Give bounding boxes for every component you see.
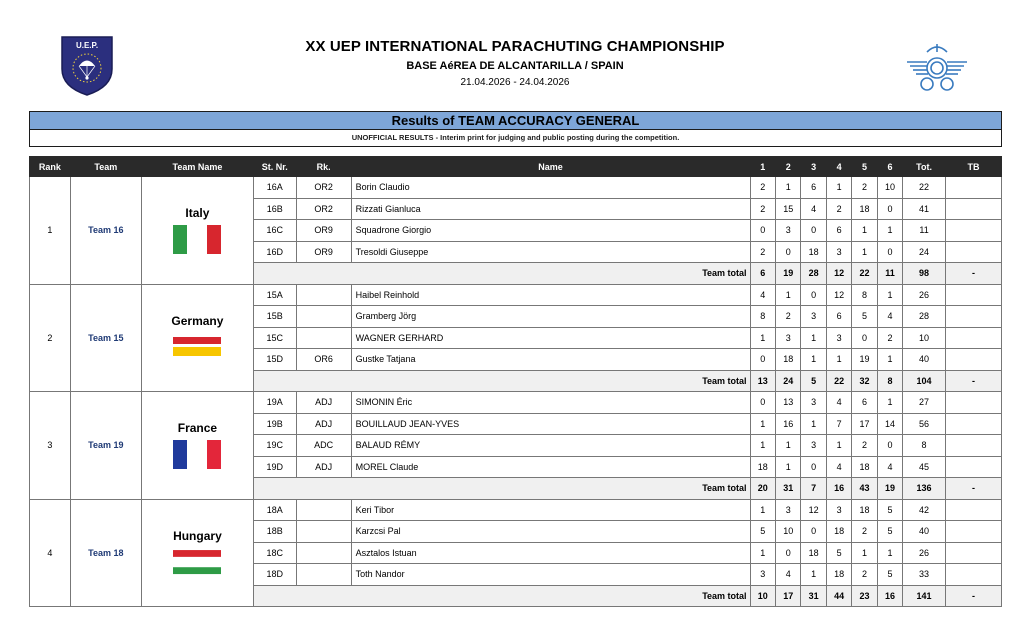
round-score: 3 [801, 435, 826, 457]
rank-code: OR6 [296, 349, 351, 371]
round-score: 2 [750, 177, 775, 199]
team-round-total: 10 [750, 585, 775, 607]
round-score: 18 [801, 542, 826, 564]
team-round-total: 5 [801, 370, 826, 392]
round-score: 1 [775, 435, 800, 457]
round-score: 4 [826, 392, 851, 414]
tb-cell [945, 220, 1001, 242]
round-score: 8 [852, 284, 877, 306]
team-round-total: 13 [750, 370, 775, 392]
col-header: Rank [30, 157, 71, 177]
tb-cell [945, 564, 1001, 586]
team-grand-total: 136 [903, 478, 946, 500]
start-number: 18D [253, 564, 296, 586]
country-name: France [177, 421, 218, 436]
start-number: 18B [253, 521, 296, 543]
tb-cell [945, 198, 1001, 220]
team-round-total: 16 [826, 478, 851, 500]
round-score: 10 [775, 521, 800, 543]
team-round-total: 23 [852, 585, 877, 607]
round-score: 1 [877, 220, 902, 242]
round-score: 1 [826, 435, 851, 457]
team-name-cell [141, 284, 253, 392]
round-score: 1 [775, 456, 800, 478]
start-number: 19C [253, 435, 296, 457]
round-score: 1 [750, 499, 775, 521]
unofficial-note: UNOFFICIAL RESULTS - Interim print for judging and public posting during the competition. [29, 130, 1002, 147]
round-score: 1 [801, 413, 826, 435]
team-name-cell [141, 392, 253, 500]
round-score: 1 [750, 435, 775, 457]
start-number: 16C [253, 220, 296, 242]
flag-france-icon [173, 440, 221, 469]
rank-code: ADJ [296, 392, 351, 414]
team-grand-total: 104 [903, 370, 946, 392]
team-grand-total: 98 [903, 263, 946, 285]
competitor-name: Borin Claudio [351, 177, 750, 199]
tie-break: - [945, 263, 1001, 285]
rank-code [296, 327, 351, 349]
round-score: 14 [877, 413, 902, 435]
team-round-total: 8 [877, 370, 902, 392]
country-name: Germany [171, 313, 224, 328]
round-score: 6 [826, 306, 851, 328]
competitor-name: BALAUD RÉMY [351, 435, 750, 457]
results-banner: Results of TEAM ACCURACY GENERAL [29, 111, 1002, 130]
round-score: 18 [750, 456, 775, 478]
start-number: 15C [253, 327, 296, 349]
competitor-name: Haibel Reinhold [351, 284, 750, 306]
flag-italy-icon [173, 225, 221, 254]
round-score: 18 [852, 456, 877, 478]
col-header: 2 [775, 157, 800, 177]
round-score: 2 [852, 435, 877, 457]
round-score: 2 [852, 177, 877, 199]
round-score: 1 [801, 349, 826, 371]
tb-cell [945, 499, 1001, 521]
round-score: 5 [750, 521, 775, 543]
flag-germany-icon [173, 333, 221, 362]
team-number: Team 19 [70, 392, 141, 500]
round-score: 1 [877, 284, 902, 306]
col-header: 1 [750, 157, 775, 177]
col-header: Team Name [141, 157, 253, 177]
team-round-total: 11 [877, 263, 902, 285]
tie-break: - [945, 585, 1001, 607]
round-score: 0 [775, 241, 800, 263]
team-round-total: 32 [852, 370, 877, 392]
team-round-total: 31 [801, 585, 826, 607]
round-score: 18 [852, 499, 877, 521]
competitor-name: Gustke Tatjana [351, 349, 750, 371]
competitor-name: Keri Tibor [351, 499, 750, 521]
tb-cell [945, 413, 1001, 435]
start-number: 16A [253, 177, 296, 199]
team-round-total: 22 [852, 263, 877, 285]
rank-code: ADJ [296, 413, 351, 435]
round-score: 6 [801, 177, 826, 199]
team-round-total: 28 [801, 263, 826, 285]
round-score: 18 [852, 198, 877, 220]
round-score: 0 [775, 542, 800, 564]
round-score: 3 [775, 327, 800, 349]
total-score: 40 [903, 521, 946, 543]
rank-code: OR9 [296, 241, 351, 263]
round-score: 2 [852, 564, 877, 586]
rank-code [296, 284, 351, 306]
round-score: 1 [750, 327, 775, 349]
round-score: 1 [775, 177, 800, 199]
round-score: 3 [801, 306, 826, 328]
team-round-total: 16 [877, 585, 902, 607]
rank-code: ADJ [296, 456, 351, 478]
round-score: 0 [852, 327, 877, 349]
rank-code [296, 564, 351, 586]
total-score: 45 [903, 456, 946, 478]
team-name-cell [141, 499, 253, 607]
total-score: 42 [903, 499, 946, 521]
round-score: 16 [775, 413, 800, 435]
competitor-name: Toth Nandor [351, 564, 750, 586]
tie-break: - [945, 478, 1001, 500]
team-round-total: 24 [775, 370, 800, 392]
venue: BASE AéREA DE ALCANTARILLA / SPAIN [406, 60, 624, 72]
event-dates: 21.04.2026 - 24.04.2026 [460, 77, 570, 88]
start-number: 16B [253, 198, 296, 220]
start-number: 19A [253, 392, 296, 414]
round-score: 3 [750, 564, 775, 586]
rank-code: OR2 [296, 198, 351, 220]
competitor-name: MOREL Claude [351, 456, 750, 478]
tb-cell [945, 456, 1001, 478]
round-score: 5 [826, 542, 851, 564]
total-score: 41 [903, 198, 946, 220]
round-score: 18 [826, 564, 851, 586]
round-score: 1 [852, 542, 877, 564]
team-total-label: Team total [253, 263, 750, 285]
col-header: 6 [877, 157, 902, 177]
tb-cell [945, 521, 1001, 543]
start-number: 15D [253, 349, 296, 371]
total-score: 8 [903, 435, 946, 457]
round-score: 3 [775, 499, 800, 521]
round-score: 2 [750, 241, 775, 263]
tb-cell [945, 349, 1001, 371]
col-header: TB [945, 157, 1001, 177]
round-score: 18 [826, 521, 851, 543]
tb-cell [945, 241, 1001, 263]
round-score: 0 [877, 241, 902, 263]
round-score: 15 [775, 198, 800, 220]
team-number: Team 16 [70, 177, 141, 285]
col-header: Tot. [903, 157, 946, 177]
round-score: 4 [877, 456, 902, 478]
round-score: 4 [750, 284, 775, 306]
team-round-total: 19 [877, 478, 902, 500]
tb-cell [945, 392, 1001, 414]
round-score: 4 [801, 198, 826, 220]
round-score: 0 [750, 392, 775, 414]
round-score: 0 [750, 349, 775, 371]
round-score: 12 [801, 499, 826, 521]
rank-cell: 2 [30, 284, 71, 392]
total-score: 26 [903, 542, 946, 564]
start-number: 19D [253, 456, 296, 478]
table-row [30, 284, 1002, 306]
team-number: Team 15 [70, 284, 141, 392]
uep-logo-text: U.E.P. [75, 41, 99, 50]
tie-break: - [945, 370, 1001, 392]
rank-cell: 1 [30, 177, 71, 285]
round-score: 0 [801, 456, 826, 478]
round-score: 19 [852, 349, 877, 371]
team-round-total: 12 [826, 263, 851, 285]
round-score: 5 [852, 306, 877, 328]
table-row [30, 392, 1002, 414]
team-total-label: Team total [253, 370, 750, 392]
team-round-total: 22 [826, 370, 851, 392]
rank-code: OR2 [296, 177, 351, 199]
rank-code: OR9 [296, 220, 351, 242]
tb-cell [945, 542, 1001, 564]
team-round-total: 17 [775, 585, 800, 607]
total-score: 33 [903, 564, 946, 586]
tb-cell [945, 306, 1001, 328]
country-name: Italy [185, 206, 210, 221]
round-score: 0 [801, 521, 826, 543]
team-round-total: 43 [852, 478, 877, 500]
round-score: 3 [826, 499, 851, 521]
col-header: St. Nr. [253, 157, 296, 177]
tb-cell [945, 435, 1001, 457]
total-score: 10 [903, 327, 946, 349]
total-score: 26 [903, 284, 946, 306]
round-score: 4 [877, 306, 902, 328]
competitor-name: WAGNER GERHARD [351, 327, 750, 349]
total-score: 28 [903, 306, 946, 328]
round-score: 4 [826, 456, 851, 478]
round-score: 1 [877, 392, 902, 414]
team-total-label: Team total [253, 478, 750, 500]
round-score: 1 [775, 284, 800, 306]
start-number: 15A [253, 284, 296, 306]
round-score: 0 [750, 220, 775, 242]
round-score: 8 [750, 306, 775, 328]
round-score: 13 [775, 392, 800, 414]
competitor-name: Tresoldi Giuseppe [351, 241, 750, 263]
round-score: 1 [826, 349, 851, 371]
tb-cell [945, 284, 1001, 306]
rank-code [296, 306, 351, 328]
competitor-name: BOUILLAUD JEAN-YVES [351, 413, 750, 435]
competitor-name: Squadrone Giorgio [351, 220, 750, 242]
round-score: 10 [877, 177, 902, 199]
team-name-cell [141, 177, 253, 285]
team-round-total: 20 [750, 478, 775, 500]
round-score: 1 [750, 413, 775, 435]
start-number: 16D [253, 241, 296, 263]
competitor-name: Asztalos Istuan [351, 542, 750, 564]
round-score: 3 [775, 220, 800, 242]
rank-code [296, 499, 351, 521]
total-score: 40 [903, 349, 946, 371]
round-score: 1 [852, 241, 877, 263]
rank-cell: 4 [30, 499, 71, 607]
team-round-total: 31 [775, 478, 800, 500]
team-round-total: 19 [775, 263, 800, 285]
round-score: 1 [877, 349, 902, 371]
round-score: 18 [775, 349, 800, 371]
round-score: 0 [801, 284, 826, 306]
start-number: 19B [253, 413, 296, 435]
round-score: 3 [826, 327, 851, 349]
round-score: 18 [801, 241, 826, 263]
round-score: 4 [775, 564, 800, 586]
results-table [29, 156, 1002, 607]
round-score: 5 [877, 499, 902, 521]
competitor-name: SIMONIN Éric [351, 392, 750, 414]
header-row [30, 157, 1002, 177]
round-score: 6 [852, 392, 877, 414]
competitor-name: Rizzati Gianluca [351, 198, 750, 220]
team-round-total: 44 [826, 585, 851, 607]
round-score: 3 [801, 392, 826, 414]
col-header: Team [70, 157, 141, 177]
rank-code: ADC [296, 435, 351, 457]
start-number: 18A [253, 499, 296, 521]
col-header: Rk. [296, 157, 351, 177]
round-score: 1 [801, 327, 826, 349]
col-header: 4 [826, 157, 851, 177]
round-score: 7 [826, 413, 851, 435]
round-score: 5 [877, 521, 902, 543]
table-row [30, 499, 1002, 521]
tb-cell [945, 327, 1001, 349]
page-title: XX UEP INTERNATIONAL PARACHUTING CHAMPIONSHIP [305, 38, 725, 55]
total-score: 11 [903, 220, 946, 242]
round-score: 5 [877, 564, 902, 586]
col-header: 5 [852, 157, 877, 177]
round-score: 2 [877, 327, 902, 349]
round-score: 0 [801, 220, 826, 242]
total-score: 22 [903, 177, 946, 199]
competitor-name: Karzcsi Pal [351, 521, 750, 543]
flag-hungary-icon [173, 548, 221, 577]
round-score: 2 [775, 306, 800, 328]
tb-cell [945, 177, 1001, 199]
start-number: 15B [253, 306, 296, 328]
round-score: 12 [826, 284, 851, 306]
round-score: 1 [801, 564, 826, 586]
rank-cell: 3 [30, 392, 71, 500]
rank-code [296, 521, 351, 543]
round-score: 2 [852, 521, 877, 543]
round-score: 0 [877, 198, 902, 220]
round-score: 6 [826, 220, 851, 242]
total-score: 24 [903, 241, 946, 263]
team-round-total: 6 [750, 263, 775, 285]
col-header: Name [351, 157, 750, 177]
round-score: 1 [877, 542, 902, 564]
competitor-name: Gramberg Jörg [351, 306, 750, 328]
table-row [30, 177, 1002, 199]
team-grand-total: 141 [903, 585, 946, 607]
round-score: 1 [750, 542, 775, 564]
total-score: 56 [903, 413, 946, 435]
round-score: 2 [750, 198, 775, 220]
round-score: 2 [826, 198, 851, 220]
country-name: Hungary [173, 528, 222, 543]
total-score: 27 [903, 392, 946, 414]
round-score: 17 [852, 413, 877, 435]
round-score: 1 [826, 177, 851, 199]
rank-code [296, 542, 351, 564]
team-number: Team 18 [70, 499, 141, 607]
round-score: 3 [826, 241, 851, 263]
col-header: 3 [801, 157, 826, 177]
round-score: 1 [852, 220, 877, 242]
start-number: 18C [253, 542, 296, 564]
round-score: 0 [877, 435, 902, 457]
team-total-label: Team total [253, 585, 750, 607]
team-round-total: 7 [801, 478, 826, 500]
